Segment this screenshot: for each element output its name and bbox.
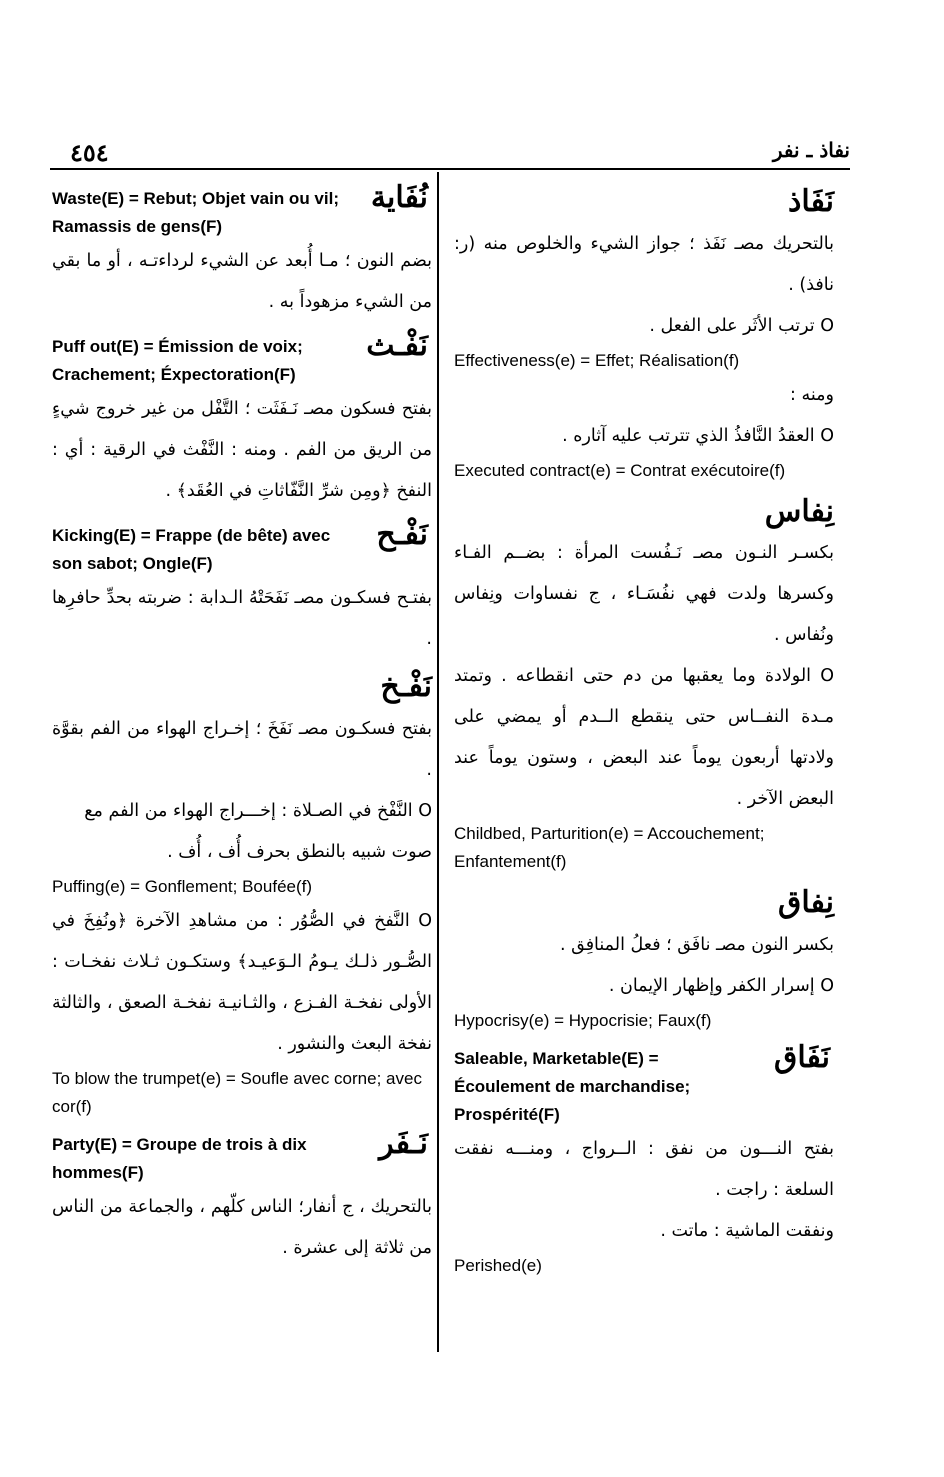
- sense-item: O ترتب الأثَر على الفعل .: [649, 315, 834, 336]
- translation: Saleable, Marketable(E) = Écoulement de marchandise; Prospérité(F): [454, 1048, 691, 1124]
- entry-nifas: [454, 495, 834, 877]
- translation: Waste(E) = Rebut; Objet vain ou vil; Ramassis de gens(F): [52, 189, 339, 236]
- column-divider: [437, 172, 439, 1352]
- translation: To blow the trumpet(e) = Soufle avec corne; avec cor(f): [52, 1068, 422, 1116]
- entry-nafth: [52, 328, 432, 512]
- definition: بكسر النون مصـ نافَق ؛ فعلُ المنافِق .: [559, 934, 834, 955]
- translation: Executed contract(e) = Contrat exécutoire(f): [454, 460, 786, 480]
- headword: نُفَاية: [370, 180, 428, 215]
- translation: Effectiveness(e) = Effet; Réalisation(f): [454, 350, 740, 370]
- sense-item: O العقدُ النَّافذُ الذي تترتب عليه آثاره .: [562, 425, 834, 446]
- translation: Party(E) = Groupe de trois à dix hommes(F): [52, 1134, 307, 1182]
- entry-nafaq: [454, 1039, 834, 1280]
- headword: نَفْـث: [366, 328, 428, 363]
- entry-nafkh: [52, 670, 432, 1121]
- sense-item: O الولادة وما يعقبها من دم حتى انقطاعه . وتمتد مـدة النفــاس حتى ينقطع الــدم أو يمضي على ولادتها أربعون يوماً عند البعض ، وستون يوماً عند البعض الآخر .: [454, 666, 834, 809]
- translation: Puff out(E) = Émission de voix; Crachement; Éxpectoration(F): [52, 337, 303, 384]
- definition: بضم النون ؛ مـا أُبعد عن الشيء لرداءتـه ، أو ما بقي من الشيء مزهوداً به .: [52, 251, 432, 312]
- definition: بكسـر النـون مصـ نَـفُست المرأة : بضــم الفـاء وكسرها ولدت فهي نفُسَـاء ، ج نفساوات ونِفاس ونُفاس .: [454, 543, 834, 645]
- headword: نِفاس: [764, 493, 834, 529]
- left-column: [52, 180, 432, 1279]
- entry-nafh: [52, 517, 432, 660]
- translation: Puffing(e) = Gonflement; Boufée(f): [52, 876, 313, 896]
- headword: نَفَاذ: [787, 184, 834, 219]
- headword: نَفَاق: [774, 1039, 830, 1075]
- sense-item: O النَّفْخ في الصـلاة : إخـــراج الهواء من الفم مع صوت شبيه بالنطق بحرف أُف ، أُف .: [84, 800, 432, 862]
- definition: بفتح فسكون مصـ نَـفَثَت ؛ التَّفْل من غير خروج شيءٍ من الريق من الفم . ومنه : النَّفْث في الرقية : أي : النفخ ﴿ومِن شرِّ النَّفّاثاتِ في العُقَد﴾ .: [52, 399, 432, 501]
- definition: بفتح فسكـون مصـ نَفَخَ ؛ إخـراج الهواء من الفم بقوَّة .: [52, 718, 432, 780]
- definition: بالتحريك ، ج أنفار؛ الناس كلّهم ، والجماعة من الناس من ثلاثة إلى عشرة .: [52, 1196, 432, 1258]
- translation: Hypocrisy(e) = Hypocrisie; Faux(f): [454, 1010, 712, 1030]
- header-rule: [50, 168, 850, 170]
- headword: نَـفَر: [379, 1125, 428, 1161]
- sense-item: O النَّفخ في الصُّوُر : من مشاهدِ الآخرة ﴿ونُفِخَ في الصُّـور ذلـك يـومُ الـوَعيـد﴾ وستكـون ثـلاث نفخـات : الأولى نفخـة الفـزع ، والثـانيـة نفخـة الصعق ، والثالثة نفخة البعث والنشور .: [52, 910, 432, 1054]
- sense-item: ونفقت الماشية : ماتت .: [660, 1220, 834, 1241]
- page-header: [50, 130, 850, 170]
- entry-nifaq: [454, 886, 834, 1035]
- headword: نَفْـح: [376, 517, 428, 552]
- sense-item: O إسرار الكفر وإظهار الإيمان .: [608, 975, 834, 996]
- page-number: ٤٥٤: [70, 138, 109, 167]
- translation: Childbed, Parturition(e) = Accouchement; Enfantement(f): [454, 824, 765, 871]
- entry-nafadh: [454, 185, 834, 485]
- definition: بالتحريك مصـ نَفَذ ؛ جواز الشيء والخلوص منه (ر: نافذ) .: [454, 233, 834, 295]
- definition: بفتح النـــون من نفق : الــرواج ، ومنـــه نفقت السلعة : راجت .: [454, 1138, 834, 1200]
- translation: Perished(e): [454, 1255, 542, 1275]
- entry-nafar: [52, 1125, 432, 1269]
- headword: نَفْـخ: [380, 669, 432, 704]
- definition: بفتـح فسكـون مصـ نَفَحَتْهُ الـدابة : ضربته بحدِّ حافرِها .: [52, 588, 432, 649]
- entry-nufaya: [52, 180, 432, 323]
- translation: Kicking(E) = Frappe (de bête) avec son sabot; Ongle(F): [52, 526, 331, 573]
- headword: نِفاق: [778, 885, 834, 920]
- sense-lead: ومنه :: [790, 384, 834, 405]
- right-column: [454, 185, 834, 1290]
- running-title: نفاذ ـ نفر: [772, 138, 850, 162]
